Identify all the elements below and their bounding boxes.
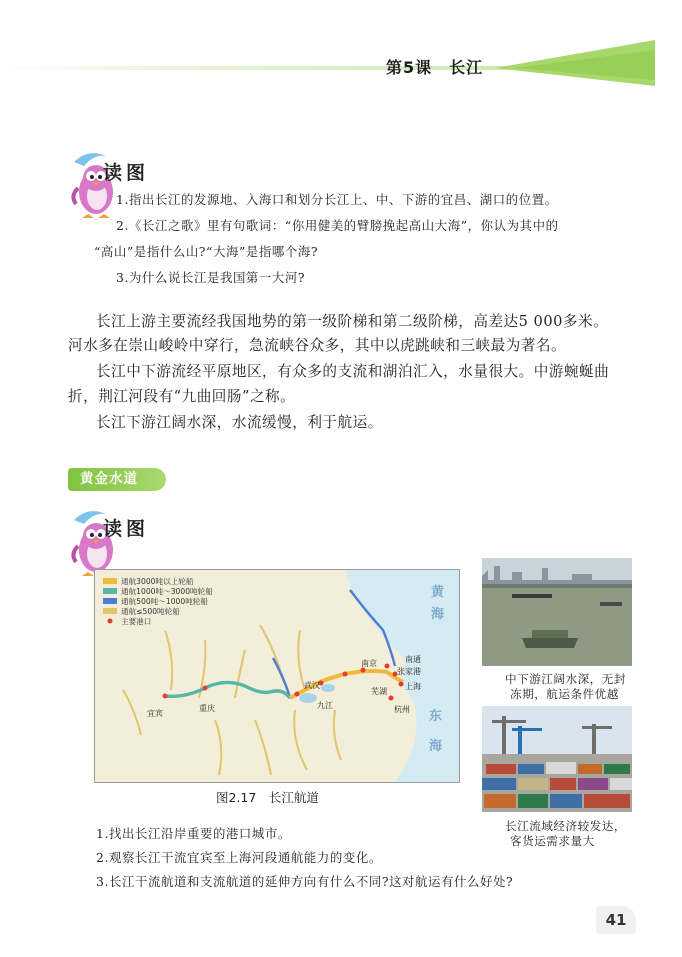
photo-caption: 冻期，航运条件优越 xyxy=(510,687,619,701)
question-1: 1.找出长江沿岸重要的港口城市。 xyxy=(96,826,291,841)
sea-label: 海 xyxy=(429,739,443,754)
svg-text:通航1000吨～3000吨轮船: 通航1000吨～3000吨轮船 xyxy=(121,587,213,596)
photo-yangtze-river-ships xyxy=(482,558,632,666)
city-label: 重庆 xyxy=(199,704,215,713)
reading-title: 读图 xyxy=(103,518,150,540)
page-number: 41 xyxy=(596,906,636,934)
city-label: 南京 xyxy=(361,659,377,668)
photo-container-port xyxy=(482,706,632,812)
reading-question-3: 3.为什么说长江是我国第一大河? xyxy=(116,270,306,285)
question-3: 3.长江干流航道和支流航道的延伸方向有什么不同?这对航运有什么好处? xyxy=(96,874,514,889)
reading-question-1: 1.指出长江的发源地、入海口和划分长江上、中、下游的宜昌、湖口的位置。 xyxy=(116,192,558,207)
body-line-1: 长江上游主要流经我国地势的第一级阶梯和第二级阶梯，高差达5 000多米。 xyxy=(96,313,609,330)
photo-caption: 中下游江阔水深，无封 xyxy=(505,672,626,686)
figure-caption: 图2.17 长江航道 xyxy=(216,790,319,805)
city-label: 杭州 xyxy=(394,705,410,714)
photo-caption: 长江流域经济较发达， xyxy=(505,819,626,833)
body-line-3: 长江中下游流经平原地区，有众多的支流和湖泊汇入，水量很大。中游蜿蜒曲 xyxy=(96,363,610,380)
yangtze-waterway-map xyxy=(94,569,460,783)
svg-text:主要港口: 主要港口 xyxy=(121,617,152,626)
map-legend xyxy=(101,575,217,631)
city-label: 宜宾 xyxy=(147,709,163,718)
reading-question-2-cont: “高山”是指什么山?“大海”是指哪个海? xyxy=(94,244,319,259)
city-label: 张家港 xyxy=(397,667,421,676)
city-label: 九江 xyxy=(317,701,333,710)
city-label: 武汉 xyxy=(304,681,320,690)
svg-text:通航≤500吨轮船: 通航≤500吨轮船 xyxy=(121,607,180,616)
svg-text:通航3000吨以上轮船: 通航3000吨以上轮船 xyxy=(121,577,194,586)
header-wedge-decoration xyxy=(495,40,655,86)
sea-label: 海 xyxy=(431,607,445,622)
body-line-5: 长江下游江阔水深，水流缓慢，利于航运。 xyxy=(96,414,383,431)
photo-caption: 客货运需求量大 xyxy=(510,834,595,848)
sea-label: 黄 xyxy=(431,585,445,600)
body-line-2: 河水多在崇山峻岭中穿行，急流峡谷众多，其中以虎跳峡和三峡最为著名。 xyxy=(68,337,567,354)
reading-title: 读图 xyxy=(103,162,150,184)
city-label: 芜湖 xyxy=(371,687,387,696)
city-label: 上海 xyxy=(405,682,421,691)
reading-question-2: 2.《长江之歌》里有句歌词：“你用健美的臂膀挽起高山大海”，你认为其中的 xyxy=(116,218,559,233)
body-line-4: 折，荆江河段有“九曲回肠”之称。 xyxy=(68,388,296,405)
lesson-title: 第5课 长江 xyxy=(386,58,484,77)
section-heading-badge: 黄金水道 xyxy=(68,468,166,491)
svg-text:通航500吨～1000吨轮船: 通航500吨～1000吨轮船 xyxy=(121,597,208,606)
city-label: 南通 xyxy=(405,655,421,664)
sea-label: 东 xyxy=(429,709,443,724)
question-2: 2.观察长江干流宜宾至上海河段通航能力的变化。 xyxy=(96,850,382,865)
map-graphic xyxy=(95,570,459,782)
